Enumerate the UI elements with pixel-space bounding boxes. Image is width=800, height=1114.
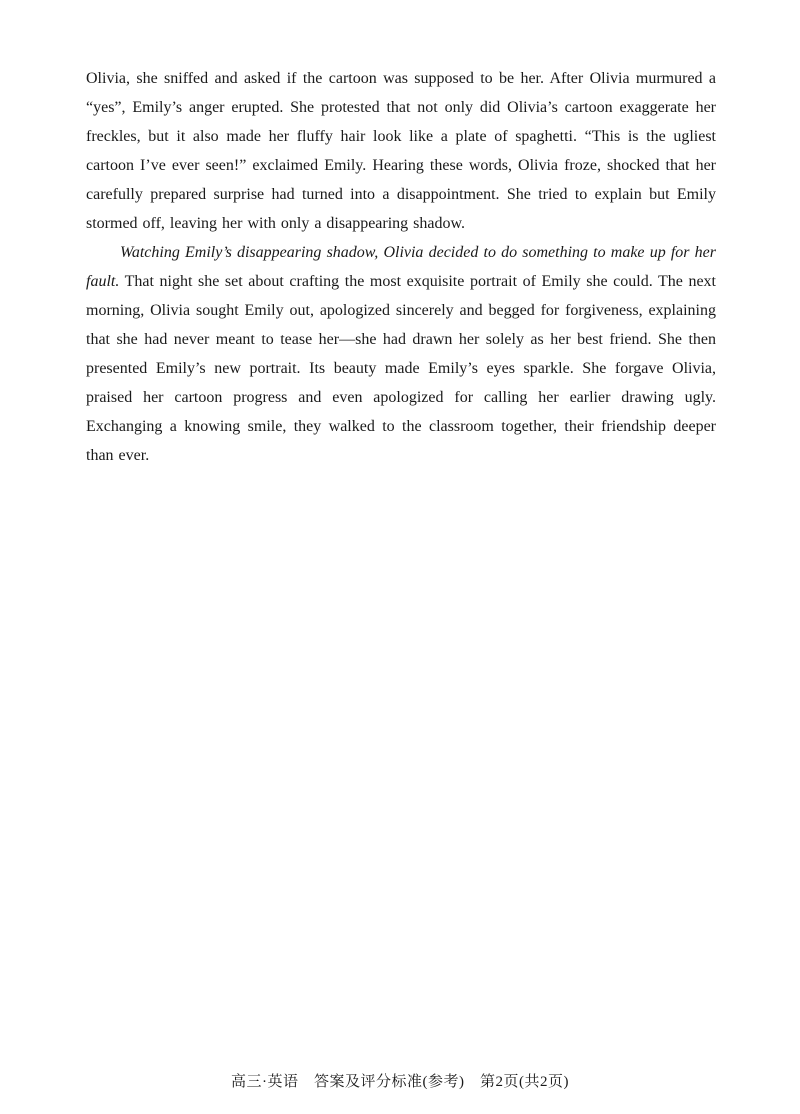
paragraph-1: Olivia, she sniffed and asked if the cartoon was supposed to be her. After Olivia murmured a “yes”, Emily’s anger erupted. She protested that not only did Olivia’s cartoon exaggerate her freckles, but it also made her fluffy hair look like a plate of spaghetti. “This is the ugliest cartoon I’ve ever seen!” exclaimed Emily. Hearing these words, Olivia froze, shocked that her carefully prepared surprise had turned into a disappointment. She tried to explain but Emily stormed off, leaving her with only a disappearing shadow.	[86, 70, 716, 232]
paragraph-2-text: That night she set about crafting the most exquisite portrait of Emily she could. The next morning, Olivia sought Emily out, apologized sincerely and begged for forgiveness, explaining that she had never meant to tease her—she had drawn her solely as her best friend. She then presented Emily’s new portrait. Its beauty made Emily’s eyes sparkle. She forgave Olivia, praised her cartoon progress and even apologized for calling her earlier drawing ugly. Exchanging a knowing smile, they walked to the classroom together, their friendship deeper than ever.	[86, 273, 716, 464]
paragraph-2	[86, 238, 716, 470]
page-footer: 高三·英语 答案及评分标准(参考) 第2页(共2页)	[231, 1074, 569, 1090]
document-body	[86, 64, 716, 470]
paragraph-2-italic-lead: Watching Emily’s disappearing shadow, Olivia decided to do something to make up for her fault.	[86, 244, 716, 290]
